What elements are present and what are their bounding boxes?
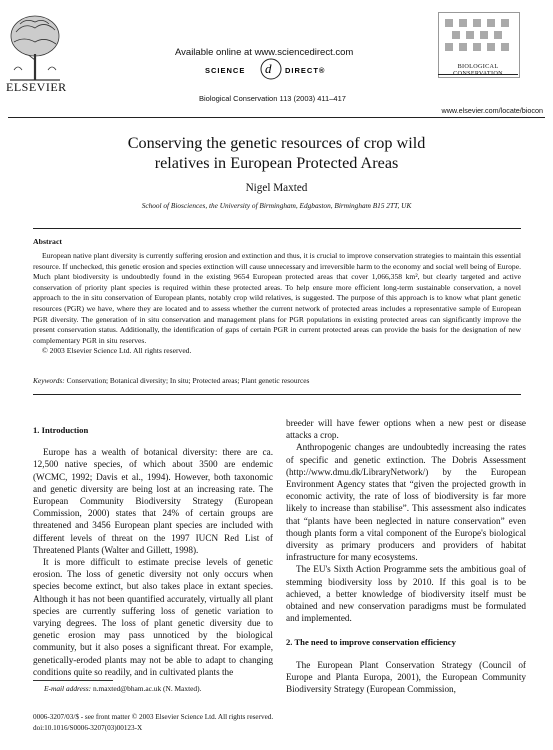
footnote: [44, 684, 201, 693]
right-paragraph-2: Anthropogenic changes are undoubtedly increasing the rates of specific and genetic extinction. The Dobris Assessment (http://www.dmu.dk/LibraryNetwork/) by the European Environment Agency states that “given the projected growth in economic activity, the rate of loss of biodiversity is far more likely to increase than stabilise”. This assessment also indicates that “plants have been neglected in nature conservation” even though plants form a vital component of the Europe's biological diversity as primary producers and providers of habitat infrastructure for many ecosystems.: [286, 442, 526, 563]
journal-name-line2: CONSERVATION: [453, 70, 503, 77]
right-paragraph-4: The European Plant Conservation Strategy (Council of Europe and Planta Europa, 2001), the European Community Biodiversity Strategy (European Commission,: [286, 659, 526, 695]
left-paragraph-1: Europe has a wealth of botanical diversity: there are ca. 12,500 native species, of which about 3500 are endemic (WCMC, 1992; Davis et al., 1994). However, both taxonomic and genetic diversity are being lost at an increasing rate. The European Community Biodiversity Strategy (European Commission, 2000) states that 24% of certain groups are threatened and 3456 European plant species are included with different levels of threat on the 1997 IUCN Red List of Threatened Plants (Walter and Gillett, 1998).: [33, 447, 273, 555]
section-heading-introduction: 1. Introduction: [33, 425, 89, 435]
header-rule: [8, 117, 545, 118]
elsevier-tree-logo: [4, 10, 66, 82]
sd-logo-right: DIRECT®: [285, 66, 326, 75]
publisher-name: ELSEVIER: [6, 80, 67, 94]
footer-doi[interactable]: doi:10.1016/S0006-3207(03)00123-X: [33, 724, 143, 732]
title-line1: Conserving the genetic resources of crop wild: [127, 134, 426, 152]
science-direct-logo: [205, 58, 365, 80]
author-affiliation: School of Biosciences, the University of Birmingham, Edgbaston, Birmingham B15 2TT, UK: [141, 201, 412, 210]
abstract-body: [33, 251, 521, 357]
article-title: [0, 133, 553, 173]
author-name: Nigel Maxted: [245, 182, 308, 194]
abstract-bottom-rule: [33, 394, 521, 395]
keywords: [33, 376, 309, 385]
keywords-label: Keywords:: [33, 376, 65, 385]
title-line2: relatives in European Protected Areas: [154, 154, 399, 172]
sd-logo-left: SCIENCE: [205, 66, 246, 75]
journal-name-line1: BIOLOGICAL: [457, 63, 499, 70]
left-paragraph-2: It is more difficult to estimate precise levels of genetic erosion. The loss of genetic diversity not only occurs when species become extinct, but also takes place in extant species. Although it has not been quantified accurately, virtually all plant species are currently suffering loss of genetic variation to varying degrees. The loss of plant genetic diversity due to genetic erosion may pass unnoticed by the biological community, but it also poses a significant threat. For example, genetically-eroded plants may not be able to adapt to changing conditions quite so readily, and in cultivated plants the: [33, 557, 273, 677]
footer-issn: 0006-3207/03/$ - see front matter © 2003 Elsevier Science Ltd. All rights reserved.: [33, 713, 274, 721]
journal-cover-pattern: [439, 13, 519, 63]
abstract-copyright: © 2003 Elsevier Science Ltd. All rights reserved.: [42, 346, 192, 356]
journal-url[interactable]: www.elsevier.com/locate/biocon: [441, 106, 543, 115]
section-heading-need: 2. The need to improve conservation efficiency: [286, 637, 456, 648]
footnote-label: E-mail address:: [44, 684, 92, 693]
journal-name-rule: [438, 74, 518, 75]
left-column: [33, 425, 273, 678]
footnote-email[interactable]: n.maxted@bham.ac.uk (N. Maxted).: [93, 684, 202, 693]
right-paragraph-1: breeder will have fewer options when a new pest or disease attacks a crop.: [286, 418, 526, 441]
svg-text:d: d: [265, 61, 272, 76]
abstract-heading: Abstract: [33, 237, 63, 246]
right-column: [286, 417, 526, 695]
right-paragraph-3: The EU's Sixth Action Programme sets the ambitious goal of stemming biodiversity loss by 2010. If this goal is to be achieved, a better knowledge of biodiversity itself must be obtained and new conservation paradigms must be formulated and implemented.: [286, 564, 526, 624]
journal-citation: Biological Conservation 113 (2003) 411–417: [199, 94, 346, 103]
abstract-paragraph: European native plant diversity is currently suffering erosion and extinction and thus, it is crucial to improve conservation strategies to maintain this essential resource. If unchecked, this genetic erosion and species extinction will cause unnecessary and irreversible harm to the economy and social well being of Europe. Much plant biodiversity is undoubtedly found in the existing 9654 European protected areas that cover 1,066,358 km², but clearly targeted and active conservation of priority plant species is required within these protected areas. To help ensure more efficient long-term sustainable conservation, a novel approach to the in situ conservation of European plants, notably crop wild relatives, is suggested. The purpose of this approach is to know what plant genetic resources (PGR) we have, where they are located and to assess whether the current network of protected areas includes a representative sample of European PGR diversity. The generation of in situ conservation and management plans for PGR populations in existing protected areas can significantly improve the present conservation status. Additionally, the identification of gaps of certain PGR in current protected areas can provide the basis for the designation of new complementary PGR in situ reserves.: [33, 251, 521, 345]
footnote-rule: [33, 680, 113, 681]
available-online-text: Available online at www.sciencedirect.com: [175, 47, 354, 58]
abstract-top-rule: [33, 228, 521, 229]
keywords-list: Conservation; Botanical diversity; In situ; Protected areas; Plant genetic resources: [66, 376, 310, 385]
